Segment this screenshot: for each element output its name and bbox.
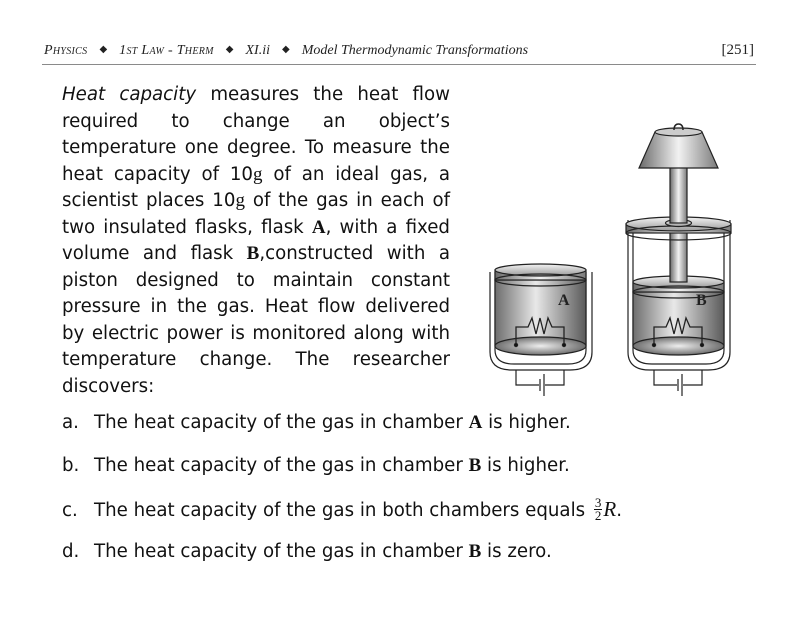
question-passage xyxy=(62,82,450,400)
diamond-separator-icon: ◆ xyxy=(281,44,290,55)
option-a[interactable] xyxy=(62,408,702,451)
unit-grams: g xyxy=(253,163,263,185)
chamber-label: B xyxy=(468,541,482,562)
section: XI.ii xyxy=(245,43,270,58)
passage-text: of the gas in each of two insulated flasks, flask xyxy=(62,190,450,238)
passage-text: ,constructed with a piston designed to maintain constant pressure in the gas. Heat flow delivered by electric power is monitored along with temperature change. The researcher discovers: xyxy=(62,243,450,397)
topic: 1st Law - Therm xyxy=(119,43,214,58)
answer-options xyxy=(62,408,702,580)
passage-text: of an ideal gas, a scientist places 10 xyxy=(62,163,451,211)
flask-b xyxy=(626,124,731,396)
flask-a xyxy=(490,264,592,396)
fraction-three-halves xyxy=(594,494,603,523)
flask-b-label: B xyxy=(246,243,260,264)
flask-b-diagram-label: B xyxy=(696,292,707,309)
running-header xyxy=(42,40,756,65)
option-text: is higher. xyxy=(482,412,571,433)
option-b[interactable] xyxy=(62,451,702,494)
option-text: . xyxy=(616,500,623,521)
fraction-numerator: 3 xyxy=(594,494,602,510)
breadcrumb xyxy=(44,43,528,59)
page-number: [251] xyxy=(721,42,754,58)
option-text: The heat capacity of the gas in chamber xyxy=(94,455,469,476)
option-letter: a. xyxy=(62,412,79,433)
option-text: is zero. xyxy=(481,541,552,562)
option-letter: c. xyxy=(62,500,78,521)
option-text: is higher. xyxy=(481,455,570,476)
passage-text: , with a fixed volume and flask xyxy=(62,216,450,264)
option-c[interactable] xyxy=(62,494,702,537)
flask-a-label: A xyxy=(311,216,326,238)
option-d[interactable] xyxy=(62,537,702,580)
unit-grams: g xyxy=(235,190,245,211)
chamber-label: A xyxy=(468,412,483,433)
subject: Physics xyxy=(44,43,88,58)
fraction-denominator: 2 xyxy=(594,507,602,523)
chapter-title: Model Thermodynamic Transformations xyxy=(301,43,529,58)
passage-text: measures the heat flow required to change an object’s temperature one degree. To measure the heat capacity of 10 xyxy=(62,84,450,185)
chamber-label: B xyxy=(468,455,482,476)
flasks-diagram xyxy=(482,120,772,400)
diamond-separator-icon: ◆ xyxy=(99,44,108,55)
term-heat-capacity: Heat capacity xyxy=(62,84,197,105)
option-text: The heat capacity of the gas in both chambers equals xyxy=(94,500,591,521)
option-text: The heat capacity of the gas in chamber xyxy=(94,412,469,433)
flask-a-diagram-label: A xyxy=(558,292,570,309)
gas-constant: R xyxy=(603,497,617,521)
option-letter: b. xyxy=(62,455,80,476)
option-letter: d. xyxy=(62,541,80,562)
diamond-separator-icon: ◆ xyxy=(225,44,234,55)
option-text: The heat capacity of the gas in chamber xyxy=(94,541,469,562)
